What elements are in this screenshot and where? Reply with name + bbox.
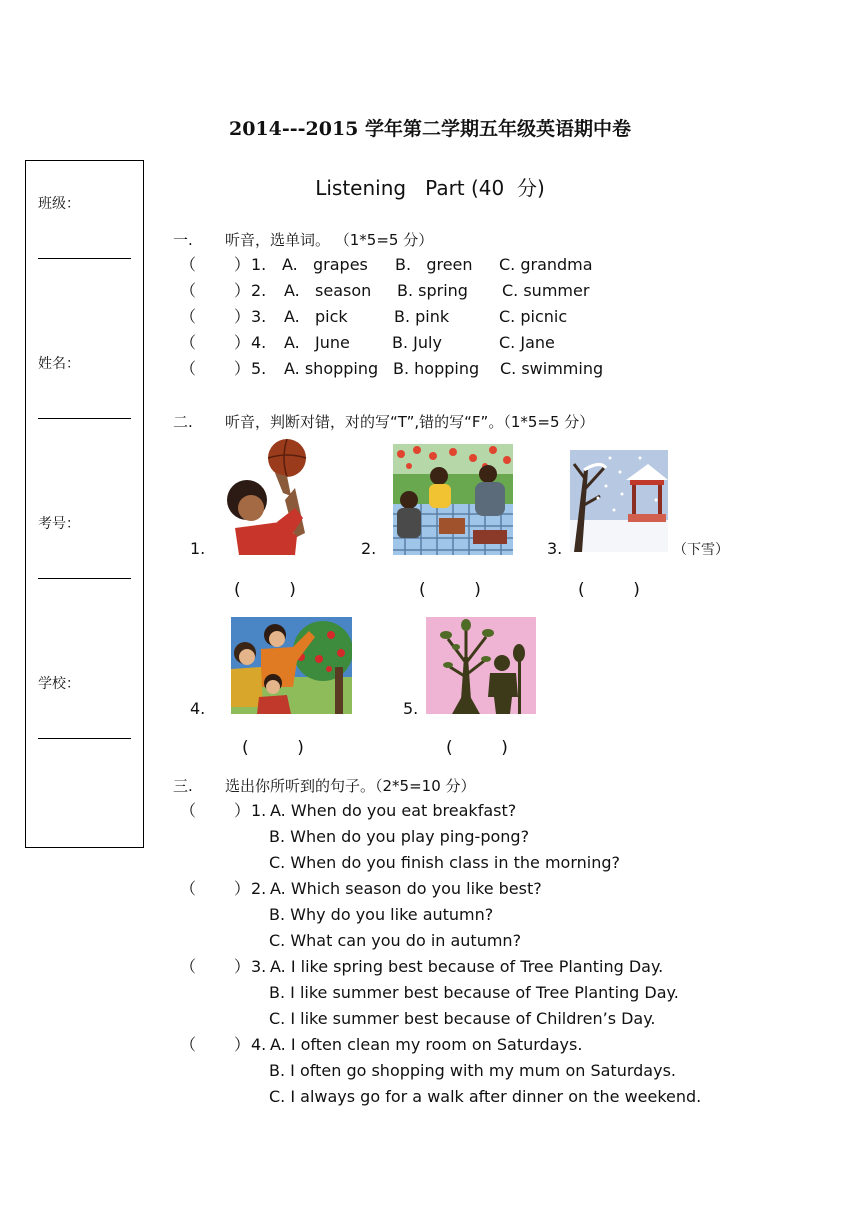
option-c: C. picnic [499, 307, 568, 326]
question-number: 1. [251, 255, 267, 274]
answer-paren-open[interactable]: （ [180, 801, 197, 820]
list-item [0, 306, 860, 328]
picture-4-number: 4. [190, 699, 206, 718]
question-number: 4. [251, 1035, 267, 1054]
snowy-pavilion-image [570, 450, 668, 552]
answer-paren-open[interactable]: （ [180, 957, 197, 976]
option-a: A. shopping [284, 359, 379, 378]
list-item [0, 332, 860, 354]
section2-number: 二. [173, 413, 193, 431]
answer-paren-open[interactable]: （ [180, 281, 197, 300]
snow-hint-note: （下雪） [673, 542, 729, 558]
school-label: 学校： [38, 676, 80, 692]
picture-1-number: 1. [190, 539, 206, 558]
answer-paren-close: ） [234, 307, 251, 326]
picture-2-number: 2. [361, 539, 377, 558]
section2-heading [173, 411, 594, 432]
option-c: C. I always go for a walk after dinner on the weekend. [269, 1087, 702, 1106]
tree-planting-image [426, 617, 536, 714]
list-item [0, 254, 860, 276]
section3-number: 三. [173, 777, 193, 795]
answer-paren-close: ） [234, 333, 251, 352]
answer-paren-close: ） [234, 801, 251, 820]
option-b: B. pink [394, 307, 450, 326]
answer-paren-open[interactable]: （ [180, 333, 197, 352]
option-a: A. grapes [282, 255, 368, 274]
answer-paren-close: ） [234, 957, 251, 976]
answer-paren-close: ） [234, 359, 251, 378]
name-label: 姓名： [38, 356, 80, 372]
answer-paren-open[interactable]: （ [180, 879, 197, 898]
option-c: C. Jane [499, 333, 555, 352]
answer-paren-close: ） [234, 879, 251, 898]
option-b: B. When do you play ping-pong? [269, 827, 530, 846]
option-b: B. July [392, 333, 442, 352]
exam-title: 2014---2015 学年第二学期五年级英语期中卷 [228, 118, 632, 140]
picture-3-number: 3. [547, 539, 563, 558]
option-c: C. grandma [499, 255, 593, 274]
listening-part-heading: Listening Part (40 分) [315, 176, 545, 200]
answer-paren-close: ） [234, 255, 251, 274]
picture-1-answer[interactable]: ( ) [234, 580, 296, 600]
option-b: B. spring [397, 281, 468, 300]
option-c: C. I like summer best because of Children’s Day. [269, 1009, 656, 1028]
section2-instructions: 听音，判断对错，对的写“T”,错的写“F”。（1*5=5 分） [225, 413, 595, 431]
option-c: C. summer [502, 281, 590, 300]
option-a: A. Which season do you like best? [270, 879, 542, 898]
option-a: A. When do you eat breakfast? [270, 801, 517, 820]
option-a: A. I often clean my room on Saturdays. [270, 1035, 583, 1054]
question-number: 3. [251, 957, 267, 976]
answer-paren-open[interactable]: （ [180, 359, 197, 378]
picture-4-answer[interactable]: ( ) [242, 738, 304, 758]
answer-paren-close: ） [234, 1035, 251, 1054]
name-input-line[interactable] [38, 418, 131, 419]
basketball-boy-image [225, 438, 317, 555]
question-number: 2. [251, 879, 267, 898]
answer-paren-open[interactable]: （ [180, 307, 197, 326]
option-a: A. June [284, 333, 350, 352]
list-item [0, 800, 860, 822]
section3-heading [173, 775, 476, 796]
section1-number: 一. [173, 231, 193, 249]
option-b: B. I like summer best because of Tree Planting Day. [269, 983, 679, 1002]
option-c: C. swimming [500, 359, 604, 378]
picture-5-answer[interactable]: ( ) [446, 738, 508, 758]
option-a: A. season [284, 281, 372, 300]
family-apple-picking-image [231, 617, 352, 714]
list-item [0, 878, 860, 900]
list-item [0, 280, 860, 302]
option-c: C. When do you finish class in the morning? [269, 853, 620, 872]
question-number: 3. [251, 307, 267, 326]
option-a: A. pick [284, 307, 348, 326]
class-label: 班级： [38, 196, 80, 212]
option-b: B. I often go shopping with my mum on Saturdays. [269, 1061, 676, 1080]
answer-paren-close: ） [234, 281, 251, 300]
exam-number-label: 考号： [38, 516, 80, 532]
option-c: C. What can you do in autumn? [269, 931, 522, 950]
picture-2-answer[interactable]: ( ) [419, 580, 481, 600]
question-number: 4. [251, 333, 267, 352]
list-item [0, 956, 860, 978]
question-number: 1. [251, 801, 267, 820]
picture-3-answer[interactable]: ( ) [578, 580, 640, 600]
list-item [0, 1034, 860, 1056]
option-b: B. green [395, 255, 473, 274]
option-a: A. I like spring best because of Tree Planting Day. [270, 957, 664, 976]
picture-5-number: 5. [403, 699, 419, 718]
answer-paren-open[interactable]: （ [180, 255, 197, 274]
family-picnic-image [393, 444, 513, 555]
list-item [0, 358, 860, 380]
question-number: 5. [251, 359, 267, 378]
option-b: B. hopping [393, 359, 480, 378]
section1-heading [173, 229, 433, 250]
section3-instructions: 选出你所听到的句子。（2*5=10 分） [225, 777, 476, 795]
option-b: B. Why do you like autumn? [269, 905, 494, 924]
question-number: 2. [251, 281, 267, 300]
answer-paren-open[interactable]: （ [180, 1035, 197, 1054]
exam-number-input-line[interactable] [38, 578, 131, 579]
section1-instructions: 听音，选单词。 （1*5=5 分） [225, 231, 434, 249]
school-input-line[interactable] [38, 738, 131, 739]
